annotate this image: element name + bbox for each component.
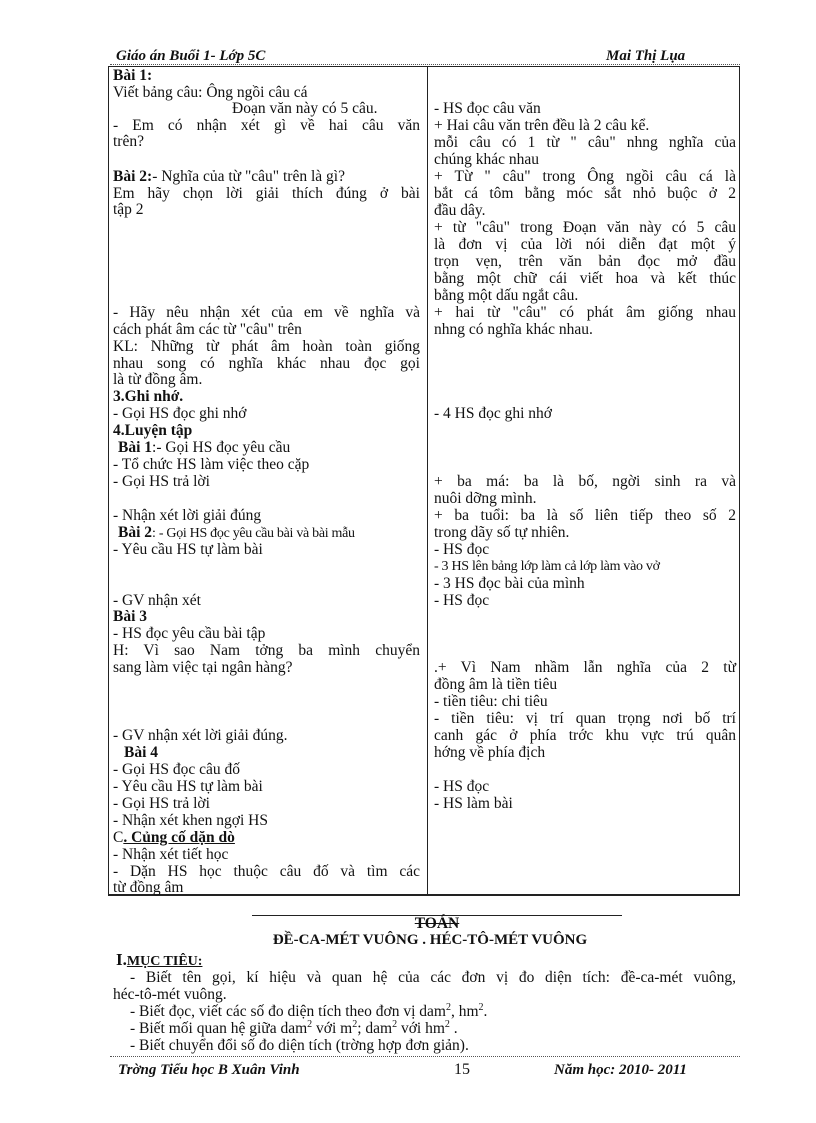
right-line: .+ Vì Nam nhầm lẫn nghĩa của 2 từ [434,659,736,676]
right-line: - 4 HS đọc ghi nhớ [434,405,552,422]
right-line: - HS đọc [434,592,490,609]
right-line: mỗi câu có 1 từ " câu" nhng nghĩa của [434,134,736,151]
footer-page-number: 15 [454,1061,470,1078]
objectives-heading [116,952,202,971]
left-line: - Em có nhận xét gì về hai câu văn [113,117,420,134]
subject-title: TOÁN [414,915,460,932]
left-bai4-title: Bài 4 [124,744,159,761]
left-lt-bai1-text: :- Gọi HS đọc yêu cầu [152,439,291,456]
objective-line-2: - Biết đọc, viết các số đo diện tích theo đơn vị dam$^2$, $hm^2$. [130,1001,488,1020]
left-line: - HS đọc yêu cầu bài tập [113,625,266,642]
objective-line-3: - Biết mối quan hệ giữa dam$^2$ với $m^2$; dam$^2$ với $hm^2$ . [130,1018,458,1037]
left-c-prefix: C [113,829,124,846]
left-line: - Nhận xét tiết học [113,846,229,863]
left-line: - GV nhận xét [113,592,201,609]
section-title: MỤC TIÊU: [126,954,203,969]
right-line: là đơn vị của lời nói diễn đạt một ý [434,236,736,253]
left-c-line [113,830,420,847]
left-bai2-line [113,169,420,186]
right-line: + hai từ "câu" có phát âm giống nhau [434,304,736,321]
right-line: - tiền tiêu: vị trí quan trọng nơi bố trí [434,710,736,727]
left-bai3-title: Bài 3 [113,608,148,625]
right-line: - HS đọc [434,541,490,558]
header-divider [110,64,740,65]
left-line: - Gọi HS trả lời [113,795,210,812]
right-line: - HS đọc câu văn [434,100,541,117]
objective-line: - Biết tên gọi, kí hiệu và quan hệ của các đơn vị đo diện tích: đề-ca-mét vuông, [130,969,736,986]
left-line: trên? [113,133,144,150]
right-line: trong dãy số tự nhiên. [434,524,570,541]
right-line: - HS đọc [434,778,490,795]
left-line: tập 2 [113,201,144,218]
left-lt-bai2-line [118,525,355,543]
left-line: - Yêu cầu HS tự làm bài [113,778,263,795]
footer-year: Năm học: 2010- 2011 [554,1062,687,1078]
right-line: bằng một dấu ngắt câu. [434,287,579,304]
left-line: - Yêu cầu HS tự làm bài [113,541,263,558]
right-line: chúng khác nhau [434,151,540,168]
right-line: + ba má: ba là bố, ngời sinh ra và [434,473,736,490]
left-bai1-title: Bài 1: [113,67,153,84]
left-line: cách phát âm các từ "câu" trên [113,321,302,338]
left-line: từ đồng âm [113,879,184,896]
left-line: Em hãy chọn lời giải thích đúng ở bài [113,185,420,202]
right-line: nhng có nghĩa khác nhau. [434,321,593,338]
left-bai2-label: Bài 2: [113,168,153,185]
left-line: - Gọi HS đọc ghi nhớ [113,405,247,422]
left-ghinho-title: 3.Ghi nhớ. [113,388,184,405]
left-line: - Gọi HS đọc câu đố [113,761,240,778]
right-line: - 3 HS lên bảng lớp làm cả lớp làm vào vở [434,559,660,574]
header-right: Mai Thị Lụa [606,48,686,64]
left-line: - Gọi HS trả lời [113,473,210,490]
left-line: KL: Những từ phát âm hoàn toàn giống [113,338,420,355]
right-line: + ba tuổi: ba là số liên tiếp theo số 2 [434,507,736,524]
right-line: + Hai câu văn trên đều là 2 câu kể. [434,117,650,134]
right-line: + Từ " câu" trong Ông ngồi câu cá là [434,168,736,185]
objective-line: - Biết chuyển đổi số đo diện tích (trờng hợp đơn giản). [130,1037,469,1054]
left-line: là từ đồng âm. [113,371,203,388]
left-c-title: . Củng cố dặn dò [123,829,235,846]
right-line: đầu dây. [434,202,486,219]
right-line: bằng một chữ cái viết hoa và kết thúc [434,270,736,287]
right-line: đồng âm là tiền tiêu [434,676,558,693]
right-line: - HS làm bài [434,795,513,812]
left-line: - Dặn HS học thuộc câu đố và tìm các [113,863,420,880]
left-line: H: Vì sao Nam tởng ba mình chuyển [113,642,420,659]
section-number: I. [116,950,127,969]
left-lt-bai2-label: Bài 2 [118,524,153,541]
footer-school: Trờng Tiểu học B Xuân Vinh [118,1062,300,1078]
objective-line: héc-tô-mét vuông. [113,986,227,1003]
lesson-title: ĐỀ-CA-MÉT VUÔNG . HÉC-TÔ-MÉT VUÔNG [272,932,588,948]
right-line: + từ "câu" trong Đoạn văn này có 5 câu [434,219,736,236]
right-line: bắt cá tôm bằng móc sắt nhỏ buộc ở 2 [434,185,736,202]
left-line: Đoạn văn này có 5 câu. [232,100,378,117]
footer-divider [110,1056,740,1057]
left-line: - Hãy nêu nhận xét của em về nghĩa và [113,304,420,321]
left-lt-bai2-text: : - Gọi HS đọc yêu cầu bài và bài mẫu [152,526,355,541]
right-line: canh gác ở phía trớc khu vực trú quân [434,727,736,744]
left-line: Viết bảng câu: Ông ngồi câu cá [113,84,308,101]
table-column-divider [427,66,428,896]
left-luyentap-title: 4.Luyện tập [113,422,193,439]
left-line: nhau song có nghĩa khác nhau đọc gọi [113,355,420,372]
right-line: hớng về phía địch [434,744,546,761]
header-left: Giáo án Buổi 1- Lớp 5C [116,48,266,64]
left-line: - Nhận xét khen ngợi HS [113,812,268,829]
left-line: - Nhận xét lời giải đúng [113,507,262,524]
left-line: sang làm việc tại ngân hàng? [113,659,293,676]
right-line: nuôi dỡng mình. [434,490,537,507]
left-bai2-text: - Nghĩa của từ "câu" trên là gì? [152,168,345,185]
right-line: trọn vẹn, trên văn bản đọc mở đầu [434,253,736,270]
left-lt-bai1-label: Bài 1 [118,439,153,456]
left-line: - GV nhận xét lời giải đúng. [113,727,288,744]
right-line: - 3 HS đọc bài của mình [434,575,585,592]
left-line: - Tổ chức HS làm việc theo cặp [113,456,310,473]
right-line: - tiền tiêu: chi tiêu [434,693,548,710]
left-lt-bai1-line [118,440,290,457]
